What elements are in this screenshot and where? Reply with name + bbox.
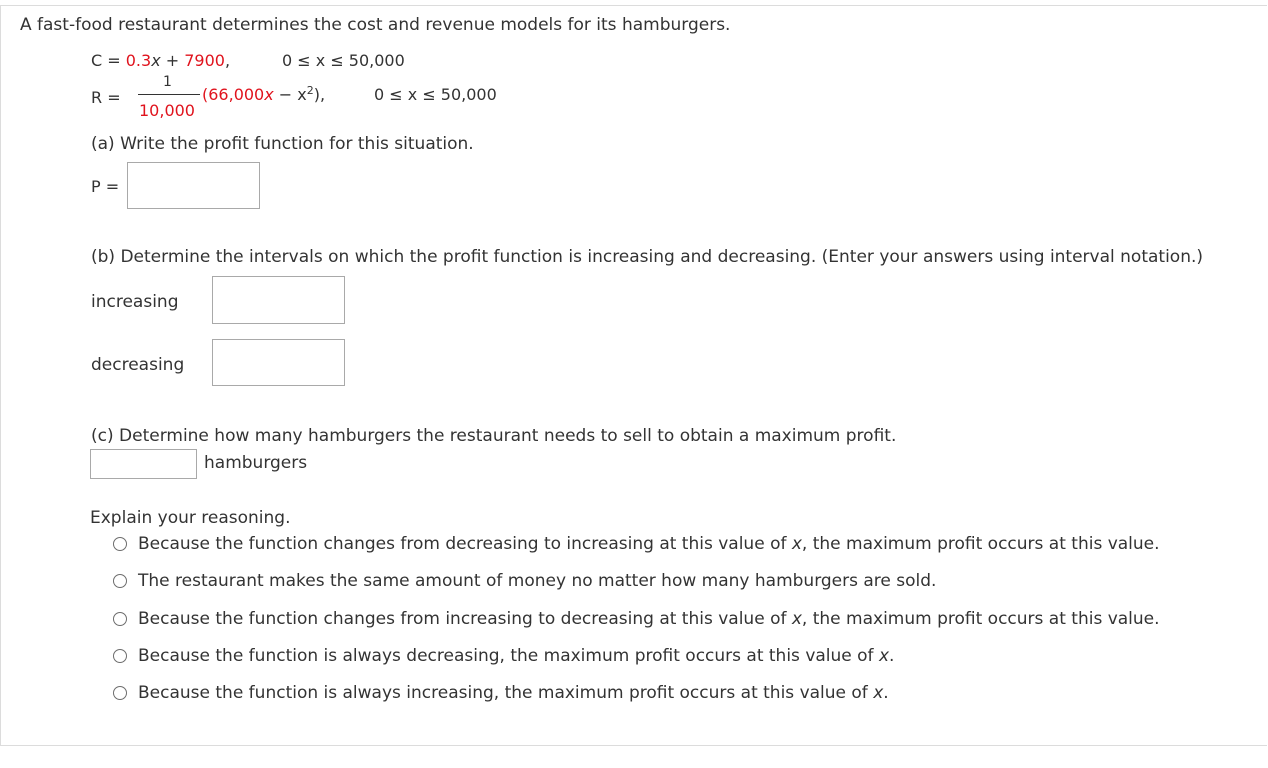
revenue-expr-close: ),	[313, 85, 326, 104]
part-b-question: (b) Determine the intervals on which the profit function is increasing and decreasing. (Enter your answers using interval notation.)	[91, 247, 1204, 267]
cost-comma: ,	[224, 51, 231, 70]
revenue-numerator: 1	[163, 74, 172, 90]
option-radio-2[interactable]	[113, 574, 127, 588]
option-text-1[interactable]: Because the function changes from decreasing to increasing at this value of x, the maximum profit occurs at this value.	[138, 534, 1160, 554]
revenue-label: R =	[91, 88, 121, 107]
revenue-domain: 0 ≤ x ≤ 50,000	[374, 85, 497, 104]
option-radio-5[interactable]	[113, 686, 127, 700]
revenue-expression	[202, 85, 325, 104]
decreasing-interval-input[interactable]	[212, 339, 345, 386]
revenue-expr-open: (66,000	[202, 85, 265, 104]
option-radio-3[interactable]	[113, 612, 127, 626]
fraction-bar	[138, 94, 200, 95]
option-text-2[interactable]: The restaurant makes the same amount of money no matter how many hamburgers are sold.	[138, 571, 937, 591]
explain-label: Explain your reasoning.	[90, 508, 291, 528]
cost-domain: 0 ≤ x ≤ 50,000	[282, 51, 405, 70]
revenue-expr-exponent: 2	[306, 84, 314, 97]
cost-coefficient: 0.3	[125, 51, 152, 70]
problem-intro: A fast-food restaurant determines the cost and revenue models for its hamburgers.	[20, 15, 731, 35]
option-radio-4[interactable]	[113, 649, 127, 663]
option-text-4[interactable]: Because the function is always decreasing, the maximum profit occurs at this value of x.	[138, 646, 895, 666]
hamburgers-unit: hamburgers	[204, 453, 308, 473]
option-radio-1[interactable]	[113, 537, 127, 551]
cost-constant: 7900	[184, 51, 225, 70]
profit-function-input[interactable]	[127, 162, 260, 209]
revenue-denominator: 10,000	[139, 101, 195, 120]
cost-label: C =	[91, 51, 126, 70]
increasing-interval-input[interactable]	[212, 276, 345, 324]
cost-plus: +	[160, 51, 185, 70]
option-text-3[interactable]: Because the function changes from increasing to decreasing at this value of x, the maximum profit occurs at this value.	[138, 609, 1160, 629]
revenue-expr-x: x	[264, 85, 274, 104]
increasing-label: increasing	[91, 292, 179, 312]
part-c-question: (c) Determine how many hamburgers the restaurant needs to sell to obtain a maximum profit.	[91, 426, 897, 446]
decreasing-label: decreasing	[91, 355, 185, 375]
profit-label: P =	[91, 177, 120, 196]
cost-equation	[91, 51, 230, 70]
revenue-expr-minus: − x	[273, 85, 307, 104]
option-text-5[interactable]: Because the function is always increasing, the maximum profit occurs at this value of x.	[138, 683, 889, 703]
hamburgers-input[interactable]	[90, 449, 197, 479]
cost-variable: x	[151, 51, 161, 70]
part-a-question: (a) Write the profit function for this situation.	[91, 134, 474, 154]
